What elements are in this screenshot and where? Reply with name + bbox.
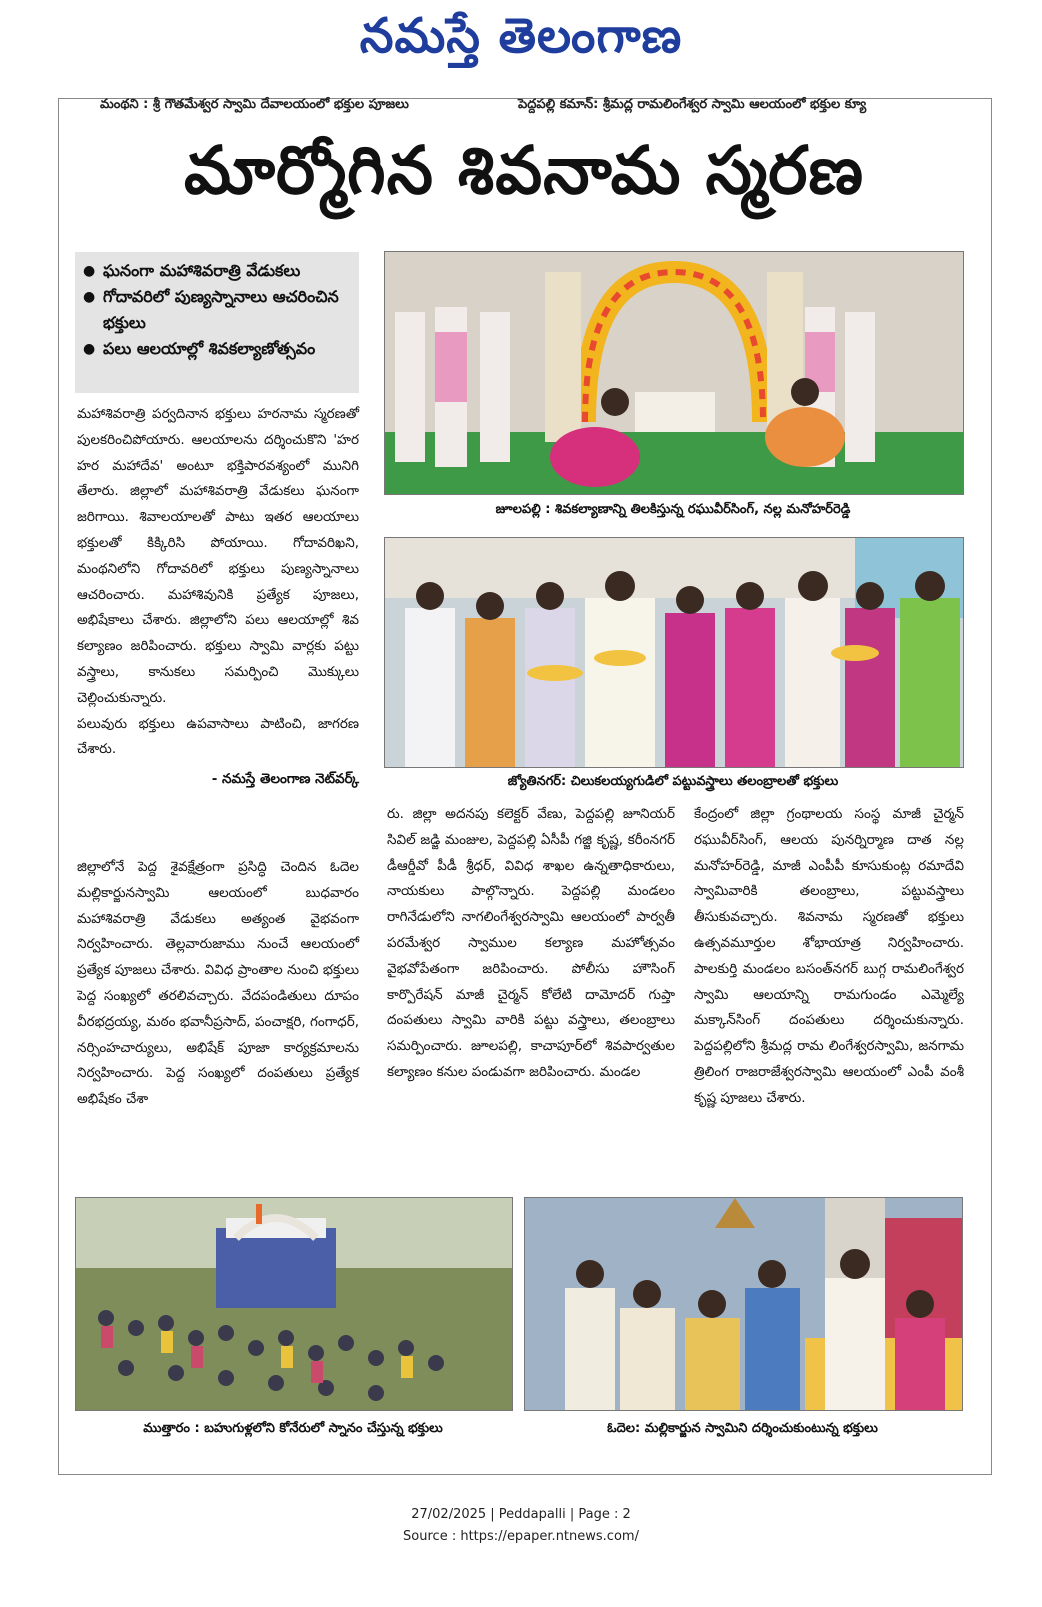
photo-devotees-offerings <box>384 537 964 768</box>
highlights-box <box>75 252 359 393</box>
photo-odela-temple <box>524 1197 963 1411</box>
photo-pond-bathing <box>75 1197 513 1411</box>
headline: మార్మోగిన శివనామ స్మరణ <box>184 132 864 209</box>
photo-caption-4: ఓదెల: మల్లికార్జున స్వామిని దర్శించుకుంటున్న భక్తులు <box>607 1421 878 1436</box>
footer-source: Source : https://epaper.ntnews.com/ <box>403 1529 639 1544</box>
highlight-item: ● ఘనంగా మహాశివరాత్రి వేడుకలు <box>83 258 351 284</box>
photo-caption-2: జ్యోతినగర్: చిలుకలయ్యగుడిలో పట్టువస్త్రాలు తలంబ్రాలతో భక్తులు <box>507 774 839 789</box>
article-byline: - నమస్తే తెలంగాణ నెట్‌వర్క్ <box>211 771 359 788</box>
photo-shiva-kalyanam <box>384 251 964 495</box>
article-column-2: రు. జిల్లా అదనపు కలెక్టర్ వేణు, పెద్దపల్లి జూనియర్ సివిల్ జడ్జి మంజుల, పెద్దపల్లి ఏసీపీ గజ్జి కృష్ణ, కరీంనగర్ డీఆర్డీవో పీడీ శ్రీధర్, వివిధ శాఖల ఉన్నతాధికారులు, నాయకులు పాల్గొన్నారు. పెద్దపల్లి మండలం రాగినేడులోని నాగలింగేశ్వరస్వామి ఆలయంలో పార్వతీ పరమేశ్వర స్వాముల కల్యాణ మహోత్సవం వైభవోపేతంగా జరిపించారు. పోలీసు హౌసింగ్ కార్పొరేషన్ మాజీ చైర్మన్ కోలేటి దామోదర్ గుప్తా దంపతులు స్వామి వారికి పట్టు వస్త్రాలు, తలంబ్రాలు సమర్పించారు. జూలపల్లి, కాచాపూర్‌లో శివపార్వతుల కల్యాణం కనుల పండువగా జరిపించారు. మండల <box>387 806 675 1080</box>
newspaper-masthead: నమస్తే తెలంగాణ <box>359 8 683 64</box>
top-caption-right: పెద్దపల్లి కమాన్: శ్రీమద్ల రామలింగేశ్వర స్వామి ఆలయంలో భక్తుల క్యూ <box>518 97 867 112</box>
highlight-item: ● పలు ఆలయాల్లో శివకల్యాణోత్సవం <box>83 336 351 362</box>
highlight-item: ● గోదావరిలో పుణ్యస్నానాలు ఆచరించిన భక్తులు <box>83 284 351 336</box>
footer-date-edition: 27/02/2025 | Peddapalli | Page : 2 <box>411 1507 631 1522</box>
article-column-3: కేంద్రంలో జిల్లా గ్రంథాలయ సంస్థ మాజీ చైర్మన్ రఘువీర్‌సింగ్, ఆలయ పునర్నిర్మాణ దాత నల్ల మనోహర్‌రెడ్డి, మాజీ ఎంపీపీ కూసుకుంట్ల రమాదేవి స్వామివారికి తలంబ్రాలు, పట్టువస్త్రాలు తీసుకువచ్చారు. శివనామ స్మరణతో భక్తులు ఉత్సవమూర్తుల శోభాయాత్ర నిర్వహించారు. పాలకుర్తి మండలం బసంత్‌నగర్ బుగ్గ రామలింగేశ్వర స్వామి ఆలయాన్ని రామగుండం ఎమ్మెల్యే మక్కాన్‌సింగ్ దంపతులు దర్శించుకున్నారు. పెద్దపల్లిలోని శ్రీమద్ల రామ లింగేశ్వరస్వామి, జనగామ త్రిలింగ రాజరాజేశ్వరస్వామి ఆలయంలో ఎంపీ వంశీ కృష్ణ పూజలు చేశారు. <box>694 806 964 1106</box>
top-caption-left: మంథని : శ్రీ గౌతమేశ్వర స్వామి దేవాలయంలో భక్తుల పూజలు <box>100 97 409 112</box>
article-column-1: జిల్లాలోనే పెద్ద శైవక్షేత్రంగా ప్రసిద్ధి చెందిన ఓదెల మల్లికార్జునస్వామి ఆలయంలో బుధవారం మహాశివరాత్రి వేడుకలు అత్యంత వైభవంగా నిర్వహించారు. తెల్లవారుజాము నుంచే ఆలయంలో ప్రత్యేక పూజలు చేశారు. వివిధ ప్రాంతాల నుంచి భక్తులు పెద్ద సంఖ్యలో తరలివచ్చారు. వేదపండితులు దూపం వీరభద్రయ్య, మఠం భవానీప్రసాద్, పంచాక్షరి, గంగాధర్, నర్సింహచార్యులు, అభిషేక్ పూజా కార్యక్రమాలను నిర్వహించారు. పెద్ద సంఖ్యలో దంపతులు ప్రత్యేక అభిషేకం చేశా <box>77 859 359 1108</box>
photo-caption-3: ముత్తారం : బహుగుళ్లలోని కోనేరులో స్నానం చేస్తున్న భక్తులు <box>143 1421 443 1436</box>
photo-caption-1: జూలపల్లి : శివకల్యాణాన్ని తిలకిస్తున్న రఘువీర్‌సింగ్, నల్ల మనోహర్‌రెడ్డి <box>495 502 851 517</box>
article-lead-text: మహాశివరాత్రి పర్వదినాన భక్తులు హరనామ స్మరణతో పులకరించిపోయారు. ఆలయాలను దర్శించుకొని 'హర హర మహాదేవ' అంటూ భక్తిపారవశ్యంలో మునిగి తేలారు. జిల్లాలో మహాశివరాత్రి వేడుకలు ఘనంగా జరిగాయి. శివాలయాలతో పాటు ఇతర ఆలయాలు భక్తులతో కిక్కిరిసి పోయాయి. గోదావరిఖని, మంథనిలోని గోదావరిలో భక్తులు పుణ్యస్నానాలు ఆచరించారు. మహాశివునికి ప్రత్యేక పూజలు, అభిషేకాలు చేశారు. జిల్లాలోని పలు ఆలయాల్లో శివ కల్యాణం జరిపించారు. భక్తులు స్వామి వార్లకు పట్టు వస్త్రాలు, కానుకలు సమర్పించి మొక్కులు చెల్లించుకున్నారు. <box>77 406 359 706</box>
article-lead-column <box>77 402 359 842</box>
article-lead-text-2: పలువురు భక్తులు ఉపవాసాలు పాటించి, జాగరణ చేశారు. <box>77 715 359 758</box>
